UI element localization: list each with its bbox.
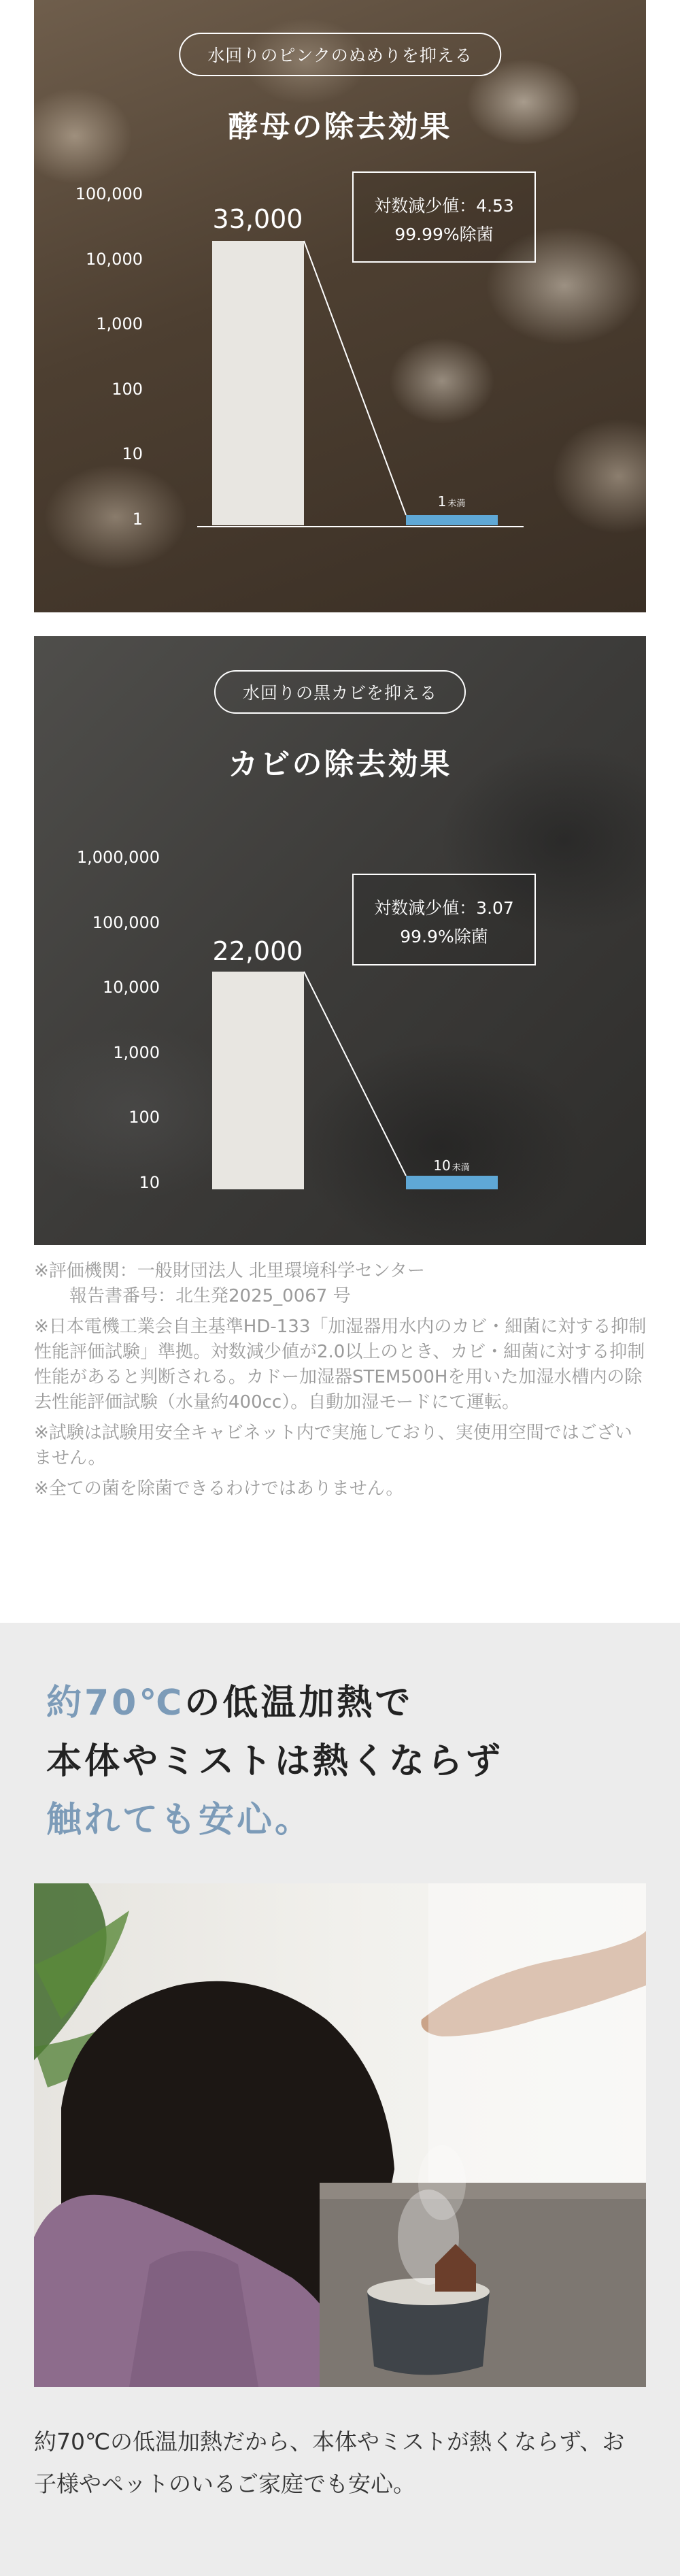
mold-chart bbox=[34, 636, 646, 1245]
mold-reduction-label: 対数減少値：3.07 bbox=[374, 898, 514, 918]
tick-label: 10 bbox=[139, 1173, 160, 1192]
headline-line-3: 触れても安心。 bbox=[46, 1800, 313, 1840]
tick-label: 10,000 bbox=[86, 250, 143, 269]
tick-label: 100,000 bbox=[75, 184, 143, 203]
yeast-panel bbox=[34, 0, 646, 612]
tick-label: 1,000,000 bbox=[76, 848, 160, 867]
tick-label: 1,000 bbox=[113, 1043, 160, 1062]
mold-panel bbox=[34, 636, 646, 1245]
yeast-y-axis bbox=[75, 184, 143, 529]
yeast-bar-after-label bbox=[438, 493, 466, 510]
mold-bar-after bbox=[406, 1176, 498, 1189]
yeast-reduction-box bbox=[353, 172, 535, 262]
yeast-reduction-label: 対数減少値：4.53 bbox=[374, 196, 514, 216]
headline-line-1-rest: の低温加熱で bbox=[184, 1683, 413, 1723]
yeast-reduction-rate: 99.99%除菌 bbox=[394, 225, 494, 244]
after-number: 10 bbox=[433, 1157, 451, 1174]
tick-label: 10,000 bbox=[103, 978, 160, 997]
footnote-report-number: 報告書番号：北生発2025_0067 号 bbox=[69, 1286, 351, 1306]
low-temp-headline bbox=[46, 1674, 503, 1849]
mold-bar-before bbox=[212, 972, 304, 1189]
footnote-test-environment: ※試験は試験用安全キャビネット内で実施しており、実使用空間ではございません。 bbox=[34, 1423, 632, 1468]
mold-bar-after-label bbox=[433, 1157, 469, 1174]
headline-line-1 bbox=[46, 1674, 503, 1732]
headline-temp: 約70℃ bbox=[46, 1683, 185, 1723]
tick-label: 100 bbox=[112, 380, 143, 399]
mold-y-axis bbox=[77, 848, 160, 1192]
yeast-bar-before bbox=[212, 241, 304, 525]
yeast-title: 酵母の除去効果 bbox=[228, 110, 452, 144]
mold-bar-before-label: 22,000 bbox=[212, 936, 303, 966]
footnotes bbox=[34, 1259, 649, 1507]
tick-label: 100,000 bbox=[92, 913, 160, 932]
mold-connector-line bbox=[304, 972, 406, 1176]
mold-reduction-rate: 99.9%除菌 bbox=[400, 927, 488, 946]
headline-line-2: 本体やミストは熱くならず bbox=[46, 1741, 504, 1782]
tick-label: 1,000 bbox=[96, 314, 143, 333]
photo-illustration bbox=[34, 1883, 646, 2387]
low-temp-caption: 約70℃の低温加熱だから、本体やミストが熱くならず、お子様やペットのいるご家庭でも安心。 bbox=[34, 2428, 625, 2497]
tick-label: 10 bbox=[122, 444, 143, 463]
after-number: 1 bbox=[437, 493, 447, 510]
yeast-bar-before-label: 33,000 bbox=[212, 204, 303, 234]
after-suffix: 未満 bbox=[447, 499, 466, 509]
footnote-evaluator-org: ※評価機関：一般財団法人 北里環境科学センター bbox=[34, 1261, 426, 1281]
footnote-disclaimer: ※全ての菌を除菌できるわけではありません。 bbox=[34, 1479, 404, 1499]
mold-title: カビの除去効果 bbox=[228, 747, 452, 782]
tick-label: 1 bbox=[132, 510, 143, 529]
mold-reduction-box bbox=[353, 874, 535, 965]
tick-label: 100 bbox=[129, 1108, 160, 1127]
yeast-pill-label: 水回りのピンクのぬめりを抑える bbox=[179, 33, 501, 76]
child-humidifier-photo bbox=[34, 1883, 646, 2387]
footnote-evaluator bbox=[34, 1259, 649, 1309]
yeast-connector-line bbox=[304, 241, 406, 515]
after-suffix: 未満 bbox=[452, 1163, 470, 1173]
yeast-bar-after bbox=[406, 515, 498, 525]
yeast-chart bbox=[34, 0, 646, 612]
mold-pill-label: 水回りの黒カビを抑える bbox=[214, 670, 466, 714]
footnote-standard: ※日本電機工業会自主基準HD-133「加湿器用水内のカビ・細菌に対する抑制性能評価試験」準拠。対数減少値が2.0以上のとき、カビ・細菌に対する抑制性能があると判断される。カドー加湿器STEM500Hを用いた加湿水槽内の除去性能評価試験（水量約400cc）。自動加湿モードにて運転。 bbox=[34, 1317, 647, 1413]
